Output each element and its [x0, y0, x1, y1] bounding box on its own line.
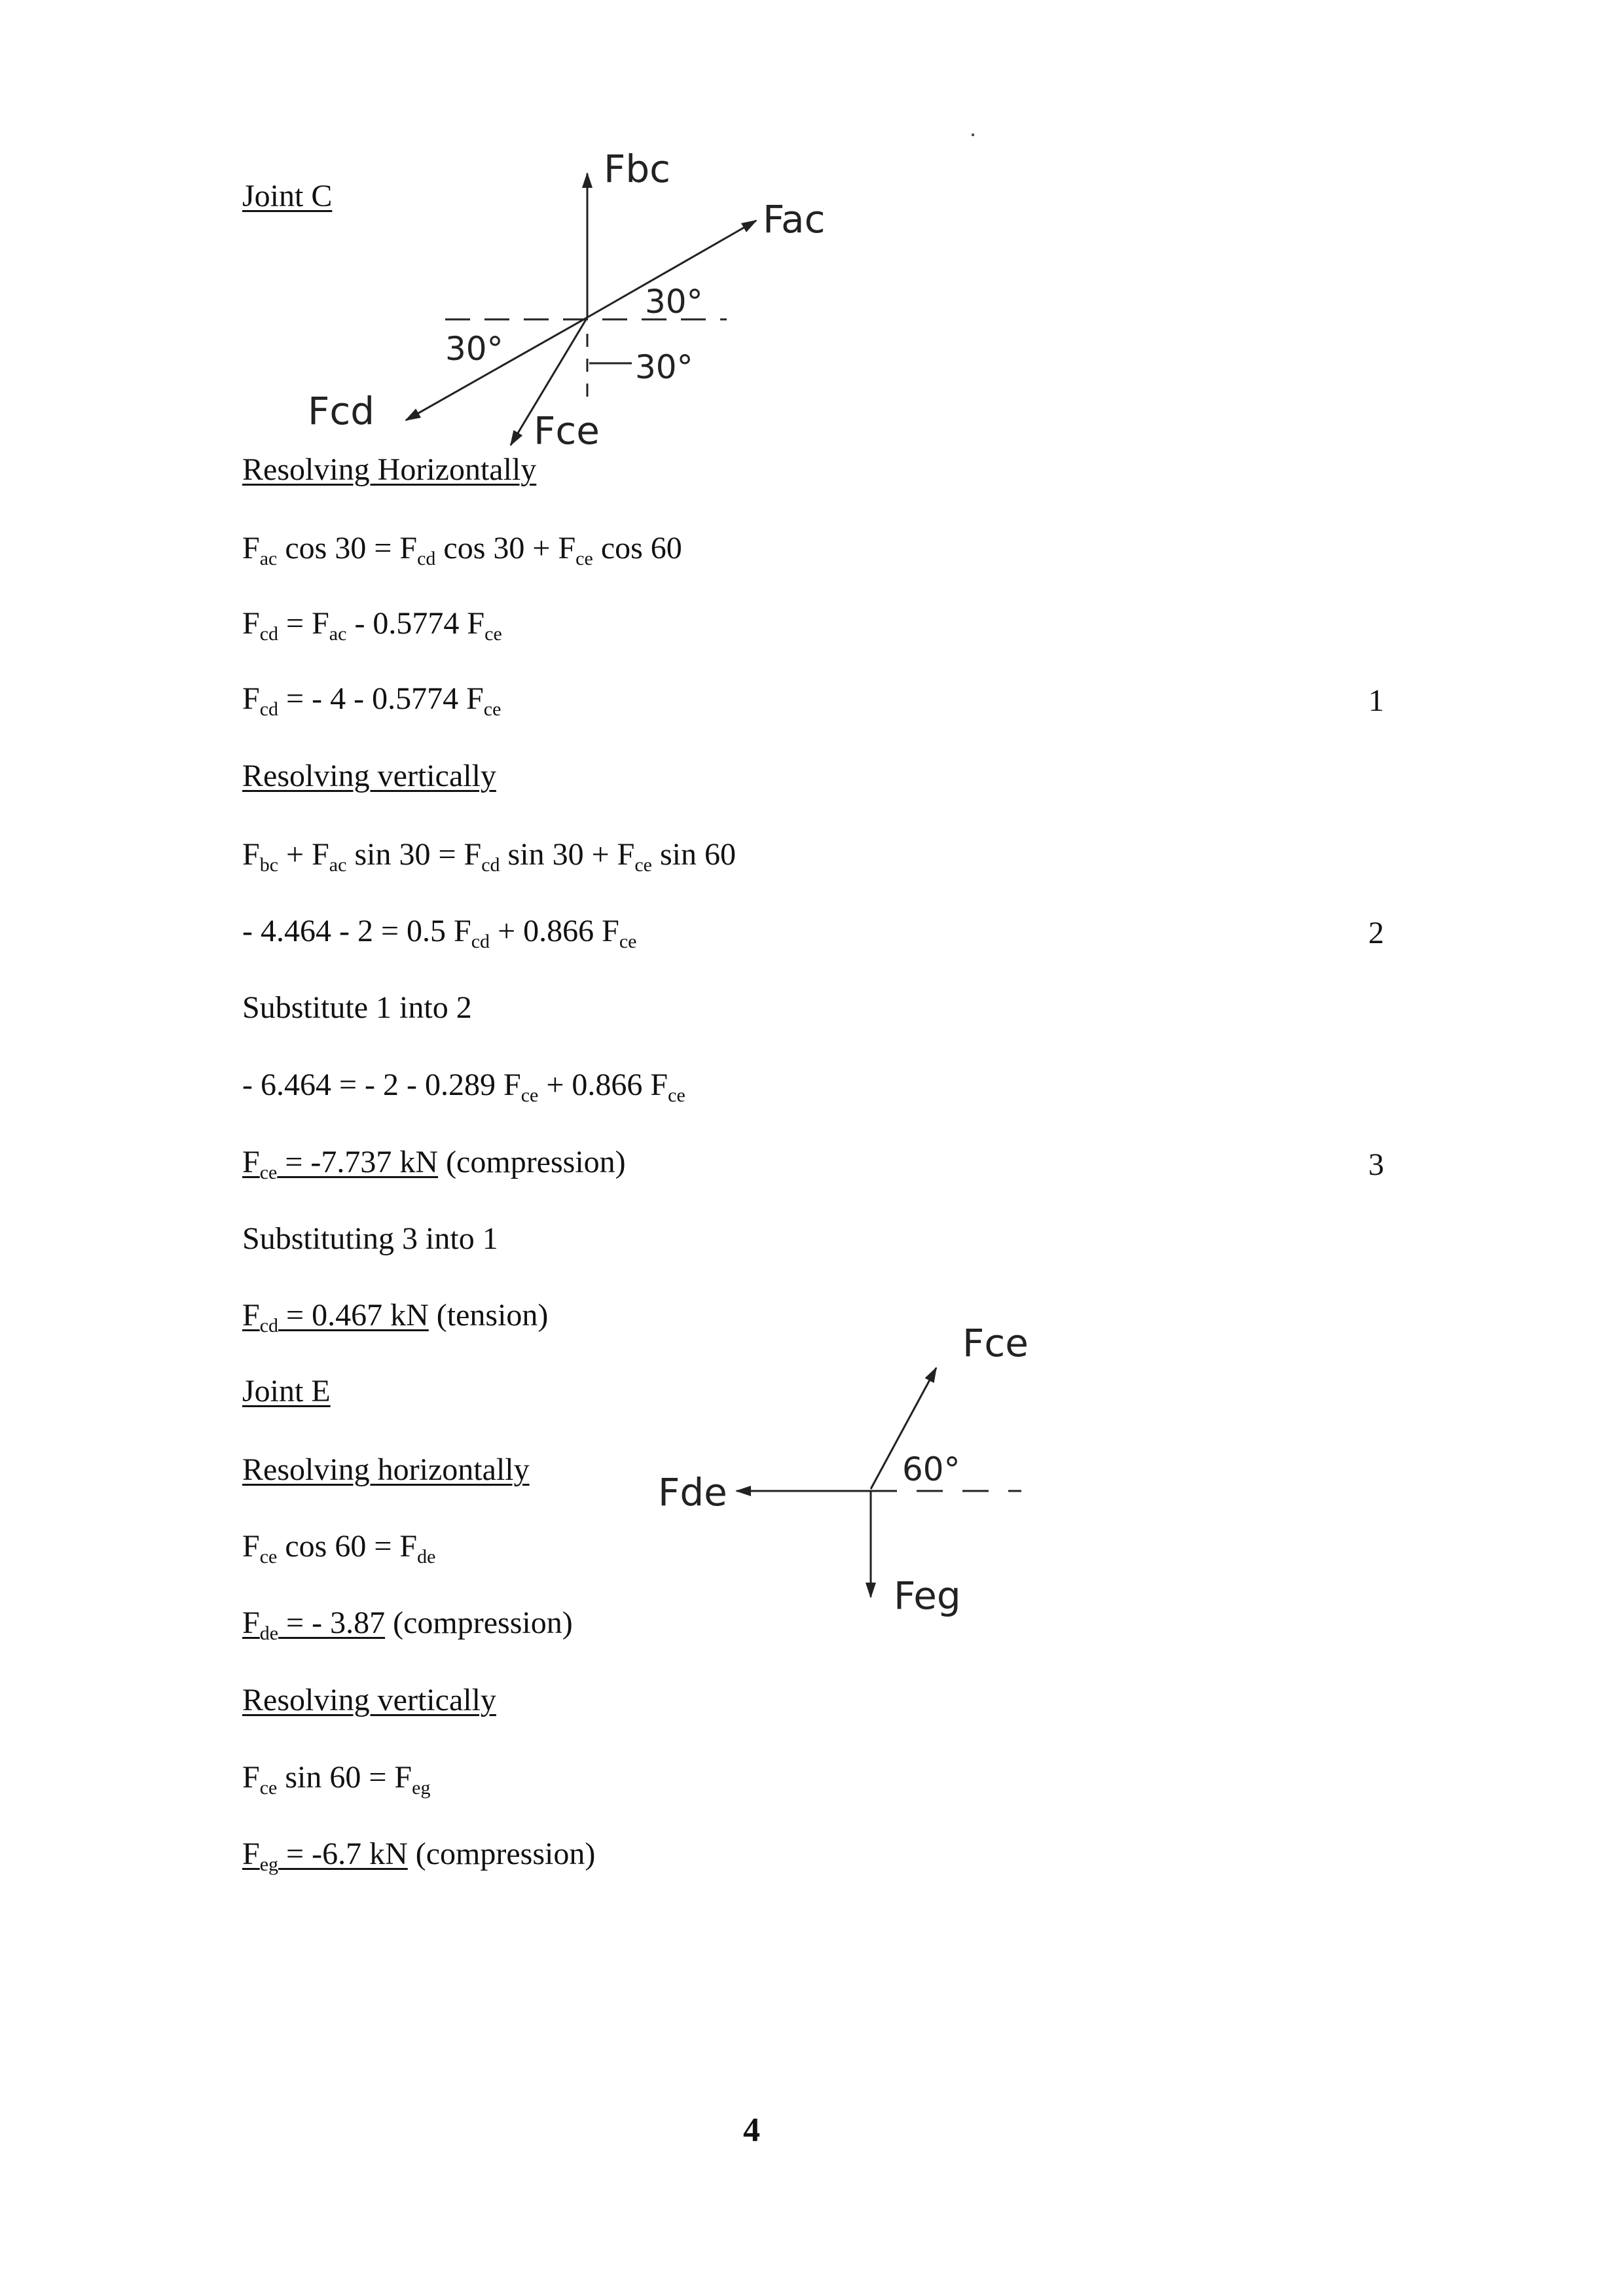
angle-label-e: 60°: [902, 1450, 960, 1488]
equation-6: - 6.464 = - 2 - 0.289 $F_{ce} + 0.866$ $F_{ce}$: [242, 1067, 685, 1106]
label-feg: Feg: [894, 1573, 961, 1618]
resolving-vertically-heading: Resolving vertically: [242, 759, 496, 793]
result-fde: $F_{de}$ = - 3.87 (compression): [242, 1605, 573, 1644]
equation-3: $F_{cd}$ = - 4 - 0.5774 $F_{ce}$: [242, 681, 501, 720]
label-fde: Fde: [658, 1470, 727, 1515]
angle-label-lower: 30°: [635, 348, 693, 386]
label-fce: Fce: [534, 408, 600, 453]
equation-number-2: 2: [1368, 916, 1384, 950]
joint-e-equation-1: $F_{ce}$ $\cos 60 = F_{de}$: [242, 1529, 436, 1568]
equation-4: $F_{bc} + F_{ac}$ $\sin 30 = F_{cd}$ $\sin 30 + F_{ce}$ sin 60: [242, 837, 736, 876]
joint-e-resolving-vertically-heading: Resolving vertically: [242, 1683, 496, 1717]
angle-label-left: 30°: [445, 330, 503, 368]
substituting-text: Substituting 3 into 1: [242, 1221, 498, 1256]
joint-e-heading: Joint E: [242, 1374, 331, 1408]
angle-label-upper-right: 30°: [645, 283, 703, 321]
label-fbc: Fbc: [604, 147, 671, 191]
resolving-horizontally-heading: Resolving Horizontally: [242, 452, 537, 487]
joint-e-resolving-horizontally-heading: Resolving horizontally: [242, 1452, 530, 1487]
result-fce: $F_{ce} = -7.737$ kN (compression): [242, 1145, 626, 1183]
result-fcd: $F_{cd} = 0.467$ kN (tension): [242, 1298, 549, 1336]
equation-number-1: 1: [1368, 683, 1384, 718]
equation-1: $F_{ac}$ $\cos 30 = F_{cd}$ $\cos 30 + F_{ce}$ cos 60: [242, 531, 682, 569]
equation-5: - 4.464 - 2 = 0.5 $F_{cd} + 0.866$ $F_{ce}$: [242, 914, 637, 952]
label-fac: Fac: [763, 197, 826, 242]
label-fcd: Fcd: [308, 389, 375, 433]
label-fce-e: Fce: [962, 1321, 1029, 1365]
substitute-text: Substitute 1 into 2: [242, 990, 472, 1025]
page-number: 4: [743, 2111, 760, 2149]
equation-2: $F_{cd} = F_{ac} - 0.5774$ $F_{ce}$: [242, 606, 502, 645]
equation-number-3: 3: [1368, 1147, 1384, 1182]
joint-e-equation-2: $F_{ce}$ $\sin 60 = F_{eg}$: [242, 1760, 431, 1799]
result-feg: $F_{eg} = -6.7$ kN (compression): [242, 1837, 596, 1875]
joint-c-heading: Joint C: [242, 179, 333, 213]
